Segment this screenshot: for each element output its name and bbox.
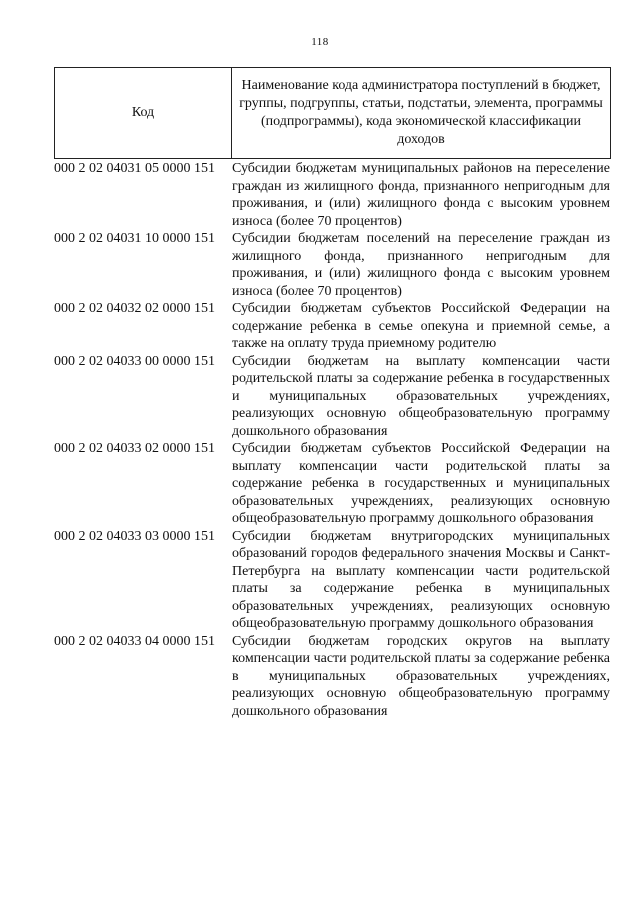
classification-description: Субсидии бюджетам внутригородских муниципальных образований городов федерального значения Москвы и Санкт-Петербурга на выплату компенсации части родительской платы за содержание ребенка в муниципальных образовательных учреждениях, реализующих основную общеобразовательную программу дошкольного образования: [232, 528, 610, 631]
column-header-table: [54, 67, 611, 159]
classification-row: [54, 528, 610, 633]
classification-description: Субсидии бюджетам городских округов на выплату компенсации части родительской платы за содержание ребенка в муниципальных образовательных учреждениях, реализующих основную общеобразовательную программу дошкольного образования: [232, 633, 610, 719]
classification-row: [54, 633, 610, 721]
classification-row: [54, 300, 610, 353]
classification-description: Субсидии бюджетам на выплату компенсации части родительской платы за содержание ребенка в государственных и муниципальных образовательных учреждениях, реализующих основную общеобразовательную программу дошкольного образования: [232, 353, 610, 439]
classification-code: 000 2 02 04031 05 0000 151: [54, 161, 215, 176]
classification-description: Субсидии бюджетам поселений на переселение граждан из жилищного фонда, признанного непригодным для проживания, и (или) жилищного фонда с высоким уровнем износа (более 70 процентов): [232, 231, 610, 299]
classification-row: [54, 440, 610, 528]
classification-code: 000 2 02 04033 00 0000 151: [54, 353, 215, 369]
code-column-header: Код: [55, 68, 232, 159]
classification-description: Субсидии бюджетам муниципальных районов на переселение граждан из жилищного фонда, признанного непригодным для проживания, и (или) жилищного фонда с высоким уровнем износа (более 70 процентов): [232, 161, 610, 229]
classification-description: Субсидии бюджетам субъектов Российской Федерации на выплату компенсации части родительской платы за содержание ребенка в государственных и муниципальных образовательных учреждениях, реализующих основную общеобразовательную программу дошкольного образования: [232, 441, 610, 526]
classification-row: [54, 230, 610, 300]
classification-description: Субсидии бюджетам субъектов Российской Федерации на содержание ребенка в семье опекуна и приемной семье, а также на оплату труда приемному родителю: [232, 301, 610, 351]
page-number: 118: [311, 36, 329, 48]
classification-code: 000 2 02 04031 10 0000 151: [54, 231, 215, 246]
classification-code: 000 2 02 04033 04 0000 151: [54, 633, 215, 649]
classification-row: [54, 160, 610, 230]
classification-code: 000 2 02 04032 02 0000 151: [54, 301, 215, 316]
name-column-header: Наименование кода администратора поступлений в бюджет, группы, подгруппы, статьи, подстатьи, элемента, программы (подпрограммы), кода экономической классификации доходов: [232, 68, 611, 159]
classification-code: 000 2 02 04033 02 0000 151: [54, 441, 215, 456]
classification-list: [54, 160, 610, 720]
header-row: [55, 68, 611, 159]
classification-code: 000 2 02 04033 03 0000 151: [54, 528, 215, 544]
classification-row: [54, 353, 610, 441]
